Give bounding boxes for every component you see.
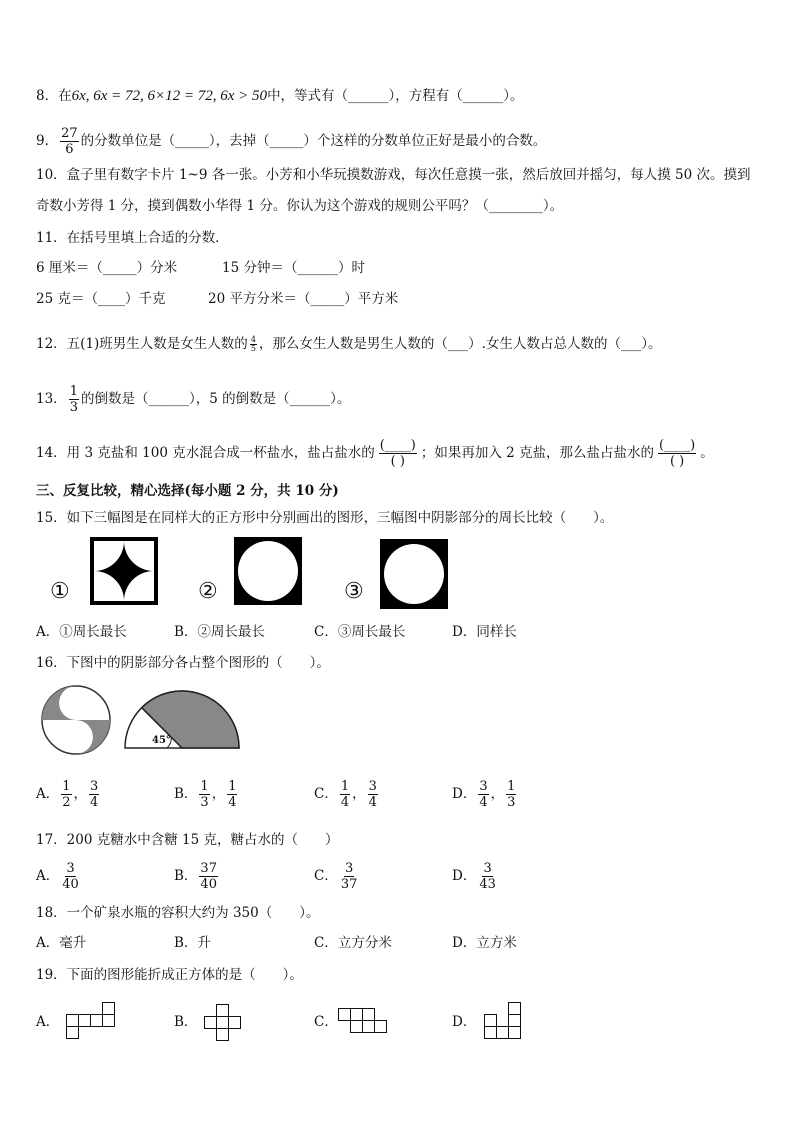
question-10-line2: 奇数小芳得 1 分，摸到偶数小华得 1 分。你认为这个游戏的规则公平吗？（________）。 — [36, 198, 564, 214]
figure-pinwheel — [40, 684, 112, 756]
question-19: 19．下面的图形能折成正方体的是（ ）。 — [36, 967, 303, 983]
figure-label-1: ① — [50, 579, 70, 604]
q18-option-c[interactable]: C．立方分米 — [314, 935, 392, 951]
section-3-heading: 三、反复比较，精心选择(每小题 2 分，共 10 分) — [36, 483, 339, 499]
q18-option-a[interactable]: A．毫升 — [36, 935, 87, 951]
q17-option-b[interactable]: B． $\frac{37}{40}$ — [174, 861, 217, 892]
q17-option-d[interactable]: D． $\frac{3}{43}$ — [452, 861, 496, 892]
q11-item-a: 6 厘米＝（_____）分米 — [36, 260, 178, 276]
math-expression: 6x, 6x = 72, 6×12 = 72, 6x > 50 — [71, 88, 268, 104]
q15-option-d[interactable]: D．同样长 — [452, 624, 517, 640]
net-c[interactable] — [338, 1008, 392, 1036]
fraction: $\frac{27}{6}$ — [61, 126, 78, 157]
figure-hourglass — [234, 537, 302, 605]
q16-option-d[interactable]: D． $\frac{3}{4}$ ， $\frac{1}{3}$ — [452, 779, 516, 810]
question-18: 18．一个矿泉水瓶的容积大约为 350（ ）。 — [36, 905, 320, 921]
q15-option-a[interactable]: A．①周长最长 — [36, 624, 127, 640]
angle-label: 45° — [152, 735, 171, 746]
question-9: 9． $\frac{27}{6}$ 的分数单位是（_____），去掉（_____）个这样的分数单位正好是最小的合数。 — [36, 126, 547, 157]
question-15: 15．如下三幅图是在同样大的正方形中分别画出的图形，三幅图中阴影部分的周长比较（ ）。 — [36, 510, 614, 526]
question-16: 16．下图中的阴影部分各占整个图形的（ ）。 — [36, 655, 330, 671]
figure-circle — [380, 539, 448, 609]
q18-option-d[interactable]: D．立方米 — [452, 935, 517, 951]
net-b[interactable] — [204, 1004, 244, 1042]
fraction: $\frac{4}{5}$ — [250, 335, 256, 353]
q16-option-b[interactable]: B． $\frac{1}{3}$ ， $\frac{1}{4}$ — [174, 779, 237, 810]
q19-option-c[interactable]: C． — [314, 1014, 338, 1030]
fraction: $\frac{1}{3}$ — [69, 384, 78, 415]
fraction-blank: (____) ( ) — [379, 438, 416, 469]
q11-item-d: 20 平方分米＝（_____）平方米 — [208, 291, 399, 307]
q17-option-c[interactable]: C． $\frac{3}{37}$ — [314, 861, 358, 892]
question-10-line1: 10．盒子里有数字卡片 1~9 各一张。小芳和小华玩摸数游戏，每次任意摸一张，然后放回并摇匀，每人摸 50 次。摸到 — [36, 167, 751, 183]
net-d[interactable] — [484, 1002, 524, 1042]
q15-option-c[interactable]: C．③周长最长 — [314, 624, 406, 640]
question-13: 13． $\frac{1}{3}$ 的倒数是（______），5 的倒数是（______）。 — [36, 384, 351, 415]
q16-option-c[interactable]: C． $\frac{1}{4}$ ， $\frac{3}{4}$ — [314, 779, 377, 810]
q19-option-d[interactable]: D． — [452, 1014, 477, 1030]
q18-option-b[interactable]: B．升 — [174, 935, 211, 951]
q17-option-a[interactable]: A． $\frac{3}{40}$ — [36, 861, 79, 892]
figure-label-2: ② — [198, 579, 218, 604]
question-14: 14．用 3 克盐和 100 克水混合成一杯盐水，盐占盐水的 (____) ( ) ；如果再加入 2 克盐，那么盐占盐水的 (____) ( ) 。 — [36, 438, 714, 469]
question-11-title: 11．在括号里填上合适的分数． — [36, 230, 229, 246]
question-12: 12．五(1)班男生人数是女生人数的 $\frac{4}{5}$ ，那么女生人数是男生人数的（___）.女生人数占总人数的（___）。 — [36, 335, 662, 353]
figure-label-3: ③ — [344, 579, 364, 604]
figure-star — [90, 537, 158, 605]
figure-semicircle — [122, 690, 242, 752]
question-8: 8．在6x, 6x = 72, 6×12 = 72, 6x > 50中，等式有（______），方程有（______）。 — [36, 88, 524, 104]
question-17: 17．200 克糖水中含糖 15 克，糖占水的（ ） — [36, 832, 339, 848]
net-a[interactable] — [64, 1002, 116, 1040]
q11-item-b: 15 分钟＝（______）时 — [222, 260, 365, 276]
q15-option-b[interactable]: B．②周长最长 — [174, 624, 265, 640]
q11-item-c: 25 克＝（____）千克 — [36, 291, 166, 307]
q16-option-a[interactable]: A． $\frac{1}{2}$ ， $\frac{3}{4}$ — [36, 779, 99, 810]
fraction-blank: (____) ( ) — [659, 438, 696, 469]
q19-option-a[interactable]: A． — [36, 1014, 60, 1030]
q19-option-b[interactable]: B． — [174, 1014, 198, 1030]
